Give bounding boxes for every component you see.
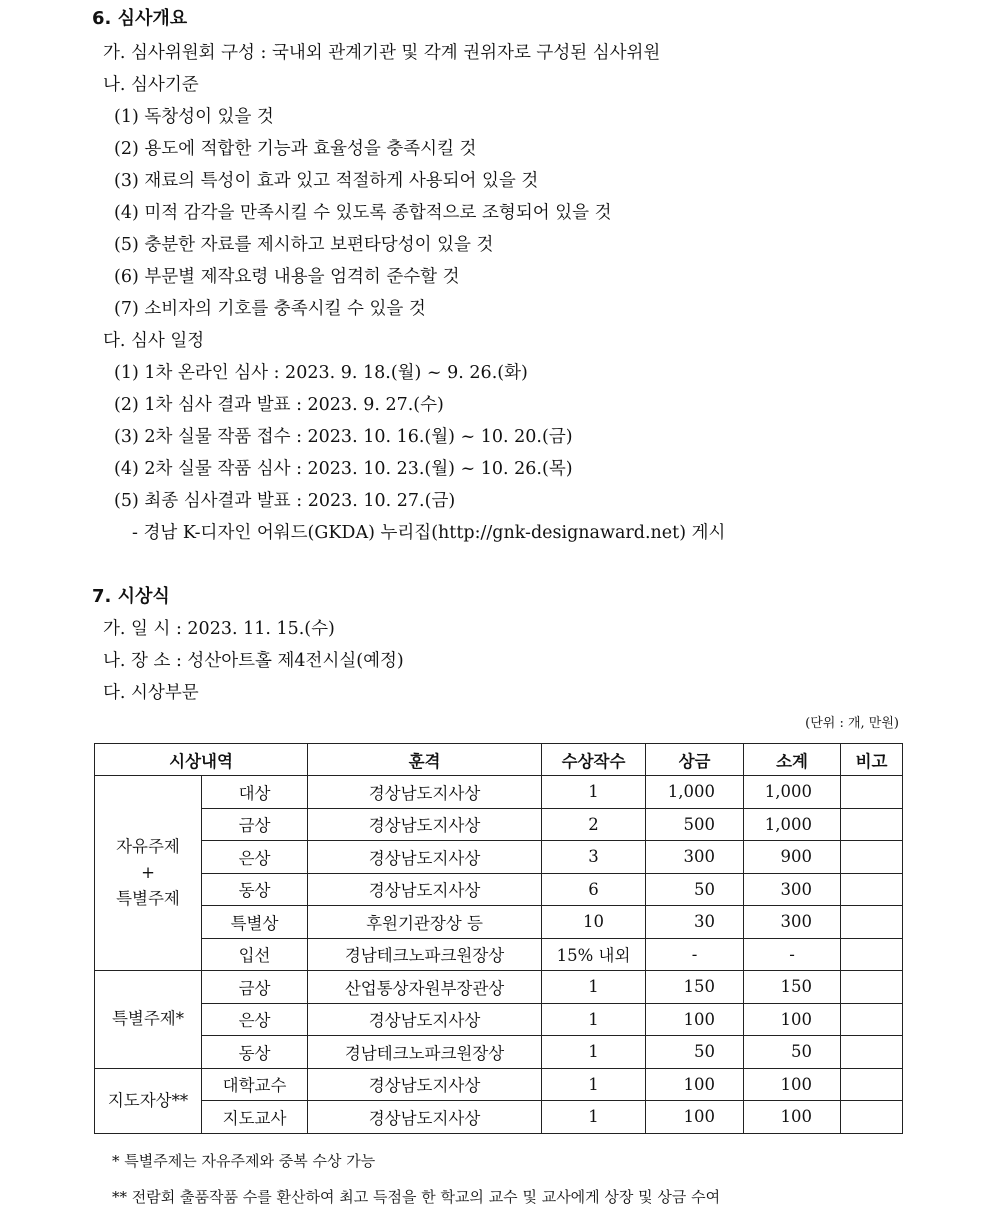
table-row	[95, 873, 903, 906]
prize-cell: -	[646, 938, 744, 971]
category-line: 특별주제	[116, 889, 180, 908]
table-header-row	[95, 744, 903, 776]
category-cell	[95, 776, 202, 971]
award-cell: 은상	[202, 1003, 308, 1036]
honor-cell: 경남테크노파크원장상	[308, 938, 542, 971]
count-cell: 15% 내외	[542, 938, 646, 971]
footnote-mentor: ** 전람회 출품작품 수를 환산하여 최고 득점을 한 학교의 교수 및 교사에게 상장 및 상금 수여	[112, 1188, 721, 1206]
award-cell: 입선	[202, 938, 308, 971]
count-cell: 1	[542, 1003, 646, 1036]
remarks-cell	[841, 841, 903, 874]
table-row	[95, 1036, 903, 1069]
count-cell: 1	[542, 971, 646, 1004]
schedule-item: (5) 최종 심사결과 발표 : 2023. 10. 27.(금)	[114, 491, 456, 511]
honor-cell: 경상남도지사상	[308, 776, 542, 809]
header-prize: 상금	[646, 744, 744, 776]
prize-cell: 100	[646, 1068, 744, 1101]
category-line: 자유주제	[116, 837, 180, 856]
subtotal-cell: 300	[744, 873, 841, 906]
honor-cell: 산업통상자원부장관상	[308, 971, 542, 1004]
remarks-cell	[841, 873, 903, 906]
criteria-item: (6) 부문별 제작요령 내용을 엄격히 준수할 것	[114, 267, 460, 287]
schedule-item: (3) 2차 실물 작품 접수 : 2023. 10. 16.(월) ~ 10. 20.(금)	[114, 427, 573, 447]
schedule-item: (1) 1차 온라인 심사 : 2023. 9. 18.(월) ~ 9. 26.(화)	[114, 363, 528, 383]
header-count: 수상작수	[542, 744, 646, 776]
subtotal-cell: 50	[744, 1036, 841, 1069]
prize-cell: 30	[646, 906, 744, 939]
criteria-item: (3) 재료의 특성이 효과 있고 적절하게 사용되어 있을 것	[114, 171, 539, 191]
prize-cell: 100	[646, 1003, 744, 1036]
honor-cell: 경상남도지사상	[308, 1101, 542, 1134]
remarks-cell	[841, 906, 903, 939]
category-line: +	[141, 863, 155, 882]
award-cell: 지도교사	[202, 1101, 308, 1134]
criteria-item: (7) 소비자의 기호를 충족시킬 수 있을 것	[114, 299, 426, 319]
award-cell: 동상	[202, 1036, 308, 1069]
unit-note: (단위 : 개, 만원)	[805, 716, 899, 731]
table-row	[95, 841, 903, 874]
header-subtotal: 소계	[744, 744, 841, 776]
subtotal-cell: 100	[744, 1101, 841, 1134]
criteria-item: (1) 독창성이 있을 것	[114, 107, 274, 127]
subtotal-cell: 150	[744, 971, 841, 1004]
website-note: - 경남 K-디자인 어워드(GKDA) 누리집(http://gnk-designaward.net) 게시	[132, 523, 726, 543]
count-cell: 3	[542, 841, 646, 874]
prize-cell: 150	[646, 971, 744, 1004]
count-cell: 1	[542, 1101, 646, 1134]
prize-cell: 50	[646, 873, 744, 906]
category-cell	[95, 971, 202, 1069]
count-cell: 6	[542, 873, 646, 906]
remarks-cell	[841, 938, 903, 971]
header-honor: 훈격	[308, 744, 542, 776]
header-remarks: 비고	[841, 744, 903, 776]
award-cell: 대상	[202, 776, 308, 809]
table-row	[95, 938, 903, 971]
subtotal-cell: 300	[744, 906, 841, 939]
award-cell: 특별상	[202, 906, 308, 939]
table-row	[95, 808, 903, 841]
award-cell: 대학교수	[202, 1068, 308, 1101]
award-cell: 은상	[202, 841, 308, 874]
award-cell: 금상	[202, 808, 308, 841]
honor-cell: 경상남도지사상	[308, 1003, 542, 1036]
award-cell: 금상	[202, 971, 308, 1004]
section-7-title: 7. 시상식	[92, 586, 170, 607]
remarks-cell	[841, 776, 903, 809]
schedule-heading: 다. 심사 일정	[103, 331, 205, 351]
table-row	[95, 1101, 903, 1134]
prize-cell: 100	[646, 1101, 744, 1134]
schedule-item: (2) 1차 심사 결과 발표 : 2023. 9. 27.(수)	[114, 395, 444, 415]
schedule-item: (4) 2차 실물 작품 심사 : 2023. 10. 23.(월) ~ 10. 26.(목)	[114, 459, 573, 479]
count-cell: 1	[542, 1036, 646, 1069]
awards-table	[94, 743, 903, 1134]
remarks-cell	[841, 971, 903, 1004]
criteria-heading: 나. 심사기준	[103, 75, 199, 95]
honor-cell: 경남테크노파크원장상	[308, 1036, 542, 1069]
footnote-special: * 특별주제는 자유주제와 중복 수상 가능	[112, 1152, 376, 1170]
honor-cell: 후원기관장상 등	[308, 906, 542, 939]
criteria-item: (5) 충분한 자료를 제시하고 보편타당성이 있을 것	[114, 235, 494, 255]
ceremony-date: 가. 일 시 : 2023. 11. 15.(수)	[103, 619, 335, 639]
honor-cell: 경상남도지사상	[308, 1068, 542, 1101]
category-line: 지도자상**	[107, 1090, 189, 1110]
count-cell: 10	[542, 906, 646, 939]
remarks-cell	[841, 1036, 903, 1069]
table-row	[95, 776, 903, 809]
category-line: 특별주제*	[111, 1009, 184, 1029]
subtotal-cell: 1,000	[744, 776, 841, 809]
table-row	[95, 971, 903, 1004]
award-cell: 동상	[202, 873, 308, 906]
remarks-cell	[841, 1003, 903, 1036]
category-cell	[95, 1068, 202, 1133]
remarks-cell	[841, 1101, 903, 1134]
table-row	[95, 1068, 903, 1101]
subtotal-cell: 100	[744, 1068, 841, 1101]
honor-cell: 경상남도지사상	[308, 808, 542, 841]
prize-cell: 300	[646, 841, 744, 874]
table-row	[95, 1003, 903, 1036]
table-row	[95, 906, 903, 939]
count-cell: 2	[542, 808, 646, 841]
awards-heading: 다. 시상부문	[103, 683, 199, 703]
remarks-cell	[841, 1068, 903, 1101]
header-award: 시상내역	[95, 744, 308, 776]
section-6-title: 6. 심사개요	[92, 8, 188, 29]
honor-cell: 경상남도지사상	[308, 841, 542, 874]
count-cell: 1	[542, 1068, 646, 1101]
prize-cell: 500	[646, 808, 744, 841]
criteria-item: (4) 미적 감각을 만족시킬 수 있도록 종합적으로 조형되어 있을 것	[114, 203, 612, 223]
criteria-item: (2) 용도에 적합한 기능과 효율성을 충족시킬 것	[114, 139, 477, 159]
prize-cell: 50	[646, 1036, 744, 1069]
committee-line: 가. 심사위원회 구성 : 국내외 관계기관 및 각계 권위자로 구성된 심사위원	[103, 43, 661, 63]
subtotal-cell: 1,000	[744, 808, 841, 841]
prize-cell: 1,000	[646, 776, 744, 809]
subtotal-cell: -	[744, 938, 841, 971]
subtotal-cell: 900	[744, 841, 841, 874]
count-cell: 1	[542, 776, 646, 809]
remarks-cell	[841, 808, 903, 841]
honor-cell: 경상남도지사상	[308, 873, 542, 906]
ceremony-venue: 나. 장 소 : 성산아트홀 제4전시실(예정)	[103, 651, 404, 671]
subtotal-cell: 100	[744, 1003, 841, 1036]
